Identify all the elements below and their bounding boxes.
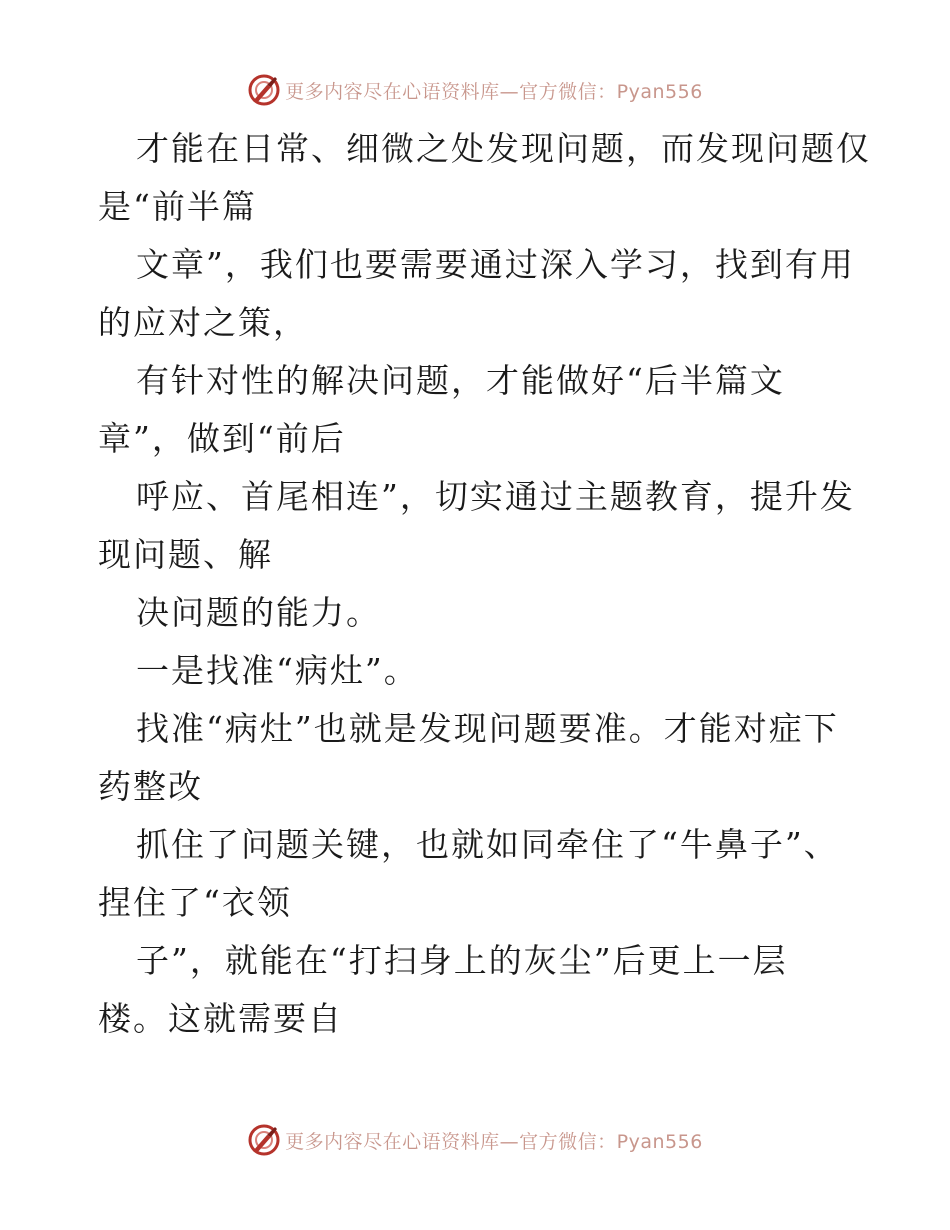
text-line: 有针对性的解决问题，才能做好“后半篇文 bbox=[136, 361, 785, 400]
document-body bbox=[98, 120, 871, 1048]
text-line: 找准“病灶”也就是发现问题要准。才能对症下 bbox=[136, 709, 839, 748]
text-line: 章”，做到“前后 bbox=[98, 419, 346, 458]
text-line: 决问题的能力。 bbox=[136, 593, 381, 632]
text-line: 子”，就能在“打扫身上的灰尘”后更上一层 bbox=[136, 941, 788, 980]
text-line: 是“前半篇 bbox=[98, 187, 257, 226]
watermark-text: 更多内容尽在心语资料库—官方微信：Pyan556 bbox=[285, 80, 703, 103]
text-line: 才能在日常、细微之处发现问题，而发现问题仅 bbox=[136, 129, 871, 168]
text-line: 楼。这就需要自 bbox=[98, 999, 343, 1038]
logo-icon bbox=[247, 1123, 281, 1157]
text-line: 现问题、解 bbox=[98, 535, 273, 574]
text-line: 一是找准“病灶”。 bbox=[136, 651, 419, 690]
logo-icon bbox=[247, 73, 281, 107]
text-line: 文章”，我们也要需要通过深入学习，找到有用 bbox=[136, 245, 855, 284]
watermark-text: 更多内容尽在心语资料库—官方微信：Pyan556 bbox=[285, 1130, 703, 1153]
text-line: 呼应、首尾相连”，切实通过主题教育，提升发 bbox=[136, 477, 855, 516]
footer-watermark bbox=[0, 1120, 950, 1160]
text-line: 捏住了“衣领 bbox=[98, 883, 292, 922]
text-line: 抓住了问题关键，也就如同牵住了“牛鼻子”、 bbox=[136, 825, 839, 864]
text-line: 的应对之策， bbox=[98, 303, 308, 342]
header-watermark bbox=[0, 70, 950, 110]
text-line: 药整改 bbox=[98, 767, 203, 806]
